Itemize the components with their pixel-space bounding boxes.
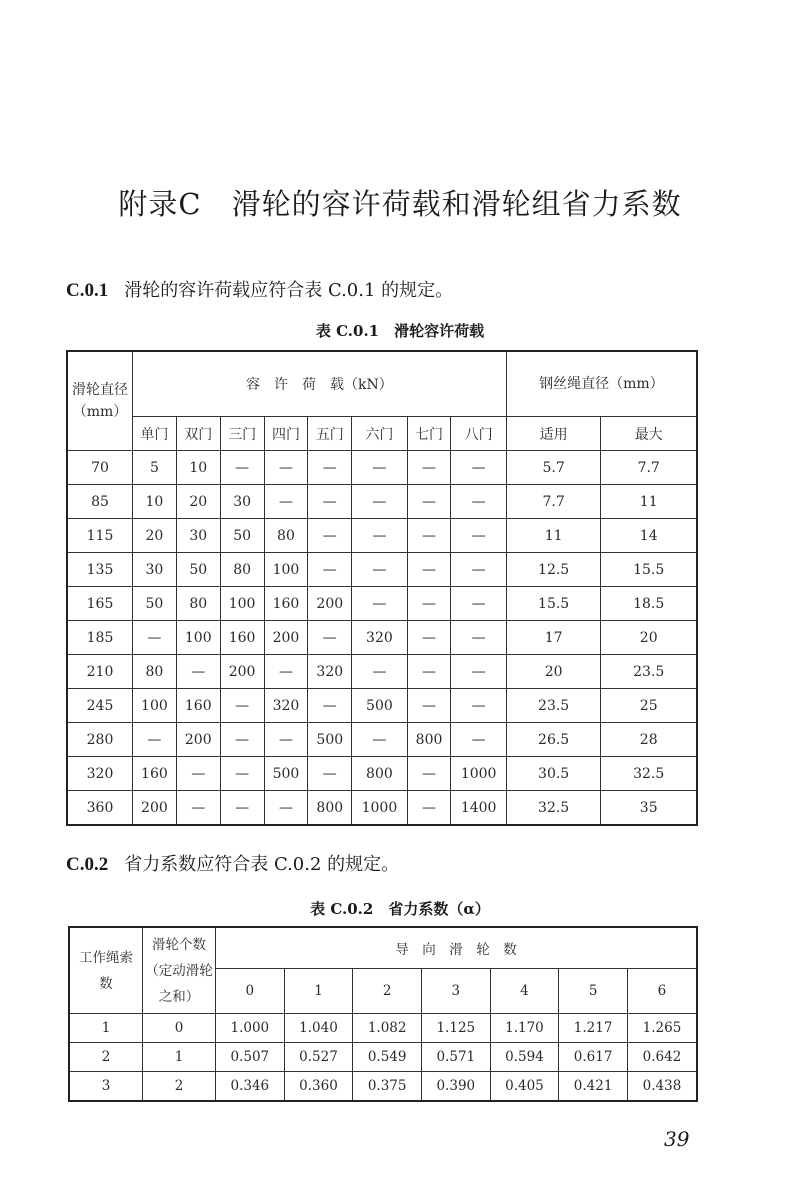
table-cell: — (451, 451, 506, 485)
table-cell: 7.7 (506, 485, 601, 519)
table-cell: 320 (264, 689, 308, 723)
table-cell: — (220, 689, 264, 723)
table2-caption: 表 C.0.2 省力系数（α） (310, 900, 490, 918)
table-cell: 200 (220, 655, 264, 689)
table-cell: — (352, 451, 407, 485)
table-row (67, 723, 697, 757)
table-cell: — (407, 689, 451, 723)
table-cell: 200 (133, 791, 177, 826)
table-cell: 200 (264, 621, 308, 655)
table-cell: 800 (407, 723, 451, 757)
subheader-cell: 最大 (601, 417, 697, 451)
table-cell: 115 (67, 519, 133, 553)
table-cell: — (451, 519, 506, 553)
table-cell: 100 (176, 621, 220, 655)
clause-number: C.0.2 (66, 854, 109, 875)
table-cell: 135 (67, 553, 133, 587)
table-cell: 160 (220, 621, 264, 655)
table-cell: — (220, 451, 264, 485)
subheader-cell: 2 (353, 969, 422, 1014)
table-cell: 50 (176, 553, 220, 587)
table-cell: 0.642 (627, 1043, 697, 1072)
table-cell: 500 (308, 723, 352, 757)
table-cell: — (308, 451, 352, 485)
table-cell: 210 (67, 655, 133, 689)
table-cell: 200 (176, 723, 220, 757)
table-cell: 18.5 (601, 587, 697, 621)
table-cell: 1.217 (559, 1014, 628, 1043)
table-cell: — (352, 655, 407, 689)
table-cell: — (133, 621, 177, 655)
table-cell: 11 (506, 519, 601, 553)
appendix-title: 附录C 滑轮的容许荷载和滑轮组省力系数 (118, 187, 682, 221)
page-number: 39 (664, 1127, 690, 1151)
table-cell: — (176, 655, 220, 689)
table-cell: — (407, 587, 451, 621)
table-cell: 2 (143, 1072, 216, 1102)
subheader-cell: 五门 (308, 417, 352, 451)
table-cell: 0.617 (559, 1043, 628, 1072)
table-cell: — (407, 655, 451, 689)
table-cell: 500 (264, 757, 308, 791)
subheader-cell: 适用 (506, 417, 601, 451)
table-cell: 320 (67, 757, 133, 791)
table-cell: 50 (133, 587, 177, 621)
subheader-cell: 四门 (264, 417, 308, 451)
table-cell: 0.421 (559, 1072, 628, 1102)
table-cell: 100 (220, 587, 264, 621)
table-cell: 23.5 (506, 689, 601, 723)
table-cell: — (308, 553, 352, 587)
table-cell: — (308, 757, 352, 791)
table-cell: 100 (264, 553, 308, 587)
table-cell: 185 (67, 621, 133, 655)
table-cell: 32.5 (506, 791, 601, 826)
table-cell: — (176, 757, 220, 791)
table-cell: 70 (67, 451, 133, 485)
table-cell: — (220, 757, 264, 791)
table-cell: 30 (176, 519, 220, 553)
table-cell: 5.7 (506, 451, 601, 485)
subheader-cell: 0 (216, 969, 285, 1014)
table-cell: — (352, 587, 407, 621)
table-cell: 3 (69, 1072, 143, 1102)
table-cell: — (407, 519, 451, 553)
table-cell: 360 (67, 791, 133, 826)
table-cell: — (264, 485, 308, 519)
subheader-cell: 5 (559, 969, 628, 1014)
table-cell: 1 (143, 1043, 216, 1072)
table-cell: 0 (143, 1014, 216, 1043)
header-diameter: 滑轮直径（mm） (67, 351, 133, 451)
table-cell: 800 (352, 757, 407, 791)
table-cell: 5 (133, 451, 177, 485)
clause-number: C.0.1 (66, 280, 109, 301)
table-cell: — (451, 587, 506, 621)
table-cell: 1.040 (284, 1014, 353, 1043)
table-cell: 20 (133, 519, 177, 553)
table-cell: 0.549 (353, 1043, 422, 1072)
table-cell: — (133, 723, 177, 757)
table-cell: 0.346 (216, 1072, 285, 1102)
table-cell: — (264, 451, 308, 485)
table-cell: — (308, 519, 352, 553)
subheader-cell: 七门 (407, 417, 451, 451)
table-row (69, 1014, 697, 1043)
table-cell: 1000 (451, 757, 506, 791)
table-cell: 245 (67, 689, 133, 723)
header-rope: 钢丝绳直径（mm） (506, 351, 697, 417)
table-cell: — (220, 723, 264, 757)
clause-text: 省力系数应符合表 C.0.2 的规定。 (124, 854, 400, 875)
table-cell: 1000 (352, 791, 407, 826)
table-cell: 1.265 (627, 1014, 697, 1043)
table-cell: 0.438 (627, 1072, 697, 1102)
header-guide: 导 向 滑 轮 数 (216, 927, 698, 969)
table-cell: — (352, 519, 407, 553)
table-row (67, 791, 697, 826)
table-cell: 1.125 (421, 1014, 490, 1043)
table-cell: 200 (308, 587, 352, 621)
subheader-cell: 八门 (451, 417, 506, 451)
table-cell: — (308, 621, 352, 655)
table-cell: — (264, 655, 308, 689)
table-cell: 165 (67, 587, 133, 621)
table-cell: — (451, 485, 506, 519)
subheader-cell: 4 (490, 969, 559, 1014)
table-cell: 20 (176, 485, 220, 519)
force-coefficient-table (68, 926, 698, 1102)
table-row (69, 1072, 697, 1102)
clause-c01 (66, 276, 453, 302)
table-cell: 0.527 (284, 1043, 353, 1072)
header-load: 容 许 荷 载（kN） (133, 351, 507, 417)
table-cell: 25 (601, 689, 697, 723)
table-cell: 0.405 (490, 1072, 559, 1102)
table-cell: 160 (264, 587, 308, 621)
pulley-load-table (66, 350, 698, 826)
clause-text: 滑轮的容许荷载应符合表 C.0.1 的规定。 (124, 280, 454, 301)
subheader-cell: 单门 (133, 417, 177, 451)
table-cell: 2 (69, 1043, 143, 1072)
table-cell: — (407, 791, 451, 826)
table-cell: 800 (308, 791, 352, 826)
header-pulleys: 滑轮个数（定动滑轮之和） (143, 927, 216, 1014)
table-cell: — (407, 553, 451, 587)
table-cell: 0.571 (421, 1043, 490, 1072)
table-cell: 320 (352, 621, 407, 655)
table-cell: — (352, 553, 407, 587)
table-cell: 32.5 (601, 757, 697, 791)
subheader-cell: 3 (421, 969, 490, 1014)
table-row (67, 451, 697, 485)
table-cell: — (220, 791, 264, 826)
table-cell: — (264, 723, 308, 757)
table-cell: 14 (601, 519, 697, 553)
table-cell: — (451, 655, 506, 689)
header-ropes: 工作绳索 数 (69, 927, 143, 1014)
table-row (67, 689, 697, 723)
table-cell: 17 (506, 621, 601, 655)
table-cell: 80 (133, 655, 177, 689)
table-cell: 15.5 (506, 587, 601, 621)
table-cell: — (451, 553, 506, 587)
table-cell: 500 (352, 689, 407, 723)
table-cell: 26.5 (506, 723, 601, 757)
table-cell: 1400 (451, 791, 506, 826)
table-cell: 0.507 (216, 1043, 285, 1072)
table-cell: — (264, 791, 308, 826)
table-cell: — (176, 791, 220, 826)
table-cell: 15.5 (601, 553, 697, 587)
table-cell: 20 (506, 655, 601, 689)
table-cell: 10 (133, 485, 177, 519)
table-cell: — (451, 689, 506, 723)
table1-caption: 表 C.0.1 滑轮容许荷载 (315, 322, 485, 340)
table-cell: 320 (308, 655, 352, 689)
table-cell: 35 (601, 791, 697, 826)
table-cell: 80 (220, 553, 264, 587)
table-row (67, 485, 697, 519)
table-cell: — (407, 485, 451, 519)
table-cell: 10 (176, 451, 220, 485)
table-cell: 280 (67, 723, 133, 757)
table-row (67, 757, 697, 791)
subheader-cell: 双门 (176, 417, 220, 451)
table-cell: 30 (133, 553, 177, 587)
table-row (67, 519, 697, 553)
table-cell: 20 (601, 621, 697, 655)
table-row (67, 587, 697, 621)
table-cell: 160 (133, 757, 177, 791)
table-row (69, 1043, 697, 1072)
subheader-cell: 6 (627, 969, 697, 1014)
table-cell: — (451, 723, 506, 757)
table-cell: — (407, 621, 451, 655)
table-row (67, 621, 697, 655)
table-cell: 1.082 (353, 1014, 422, 1043)
table-cell: 85 (67, 485, 133, 519)
table-cell: 80 (176, 587, 220, 621)
table-cell: 28 (601, 723, 697, 757)
table-cell: 0.360 (284, 1072, 353, 1102)
table-cell: — (451, 621, 506, 655)
table-cell: 80 (264, 519, 308, 553)
table-cell: 7.7 (601, 451, 697, 485)
subheader-cell: 1 (284, 969, 353, 1014)
table-cell: 1.170 (490, 1014, 559, 1043)
table-cell: 0.594 (490, 1043, 559, 1072)
table-cell: — (352, 723, 407, 757)
table-cell: — (308, 485, 352, 519)
table-cell: 12.5 (506, 553, 601, 587)
subheader-cell: 六门 (352, 417, 407, 451)
table-cell: 1 (69, 1014, 143, 1043)
table-cell: 23.5 (601, 655, 697, 689)
table-row (67, 655, 697, 689)
table-cell: 11 (601, 485, 697, 519)
table-cell: 50 (220, 519, 264, 553)
table-cell: — (407, 451, 451, 485)
clause-c02 (66, 850, 399, 876)
table-cell: — (352, 485, 407, 519)
table-cell: 30.5 (506, 757, 601, 791)
table-cell: 0.375 (353, 1072, 422, 1102)
table-cell: 0.390 (421, 1072, 490, 1102)
table-row (67, 553, 697, 587)
table-cell: 160 (176, 689, 220, 723)
table-cell: — (308, 689, 352, 723)
table-cell: 30 (220, 485, 264, 519)
subheader-cell: 三门 (220, 417, 264, 451)
table-cell: 100 (133, 689, 177, 723)
table-cell: — (407, 757, 451, 791)
table-cell: 1.000 (216, 1014, 285, 1043)
